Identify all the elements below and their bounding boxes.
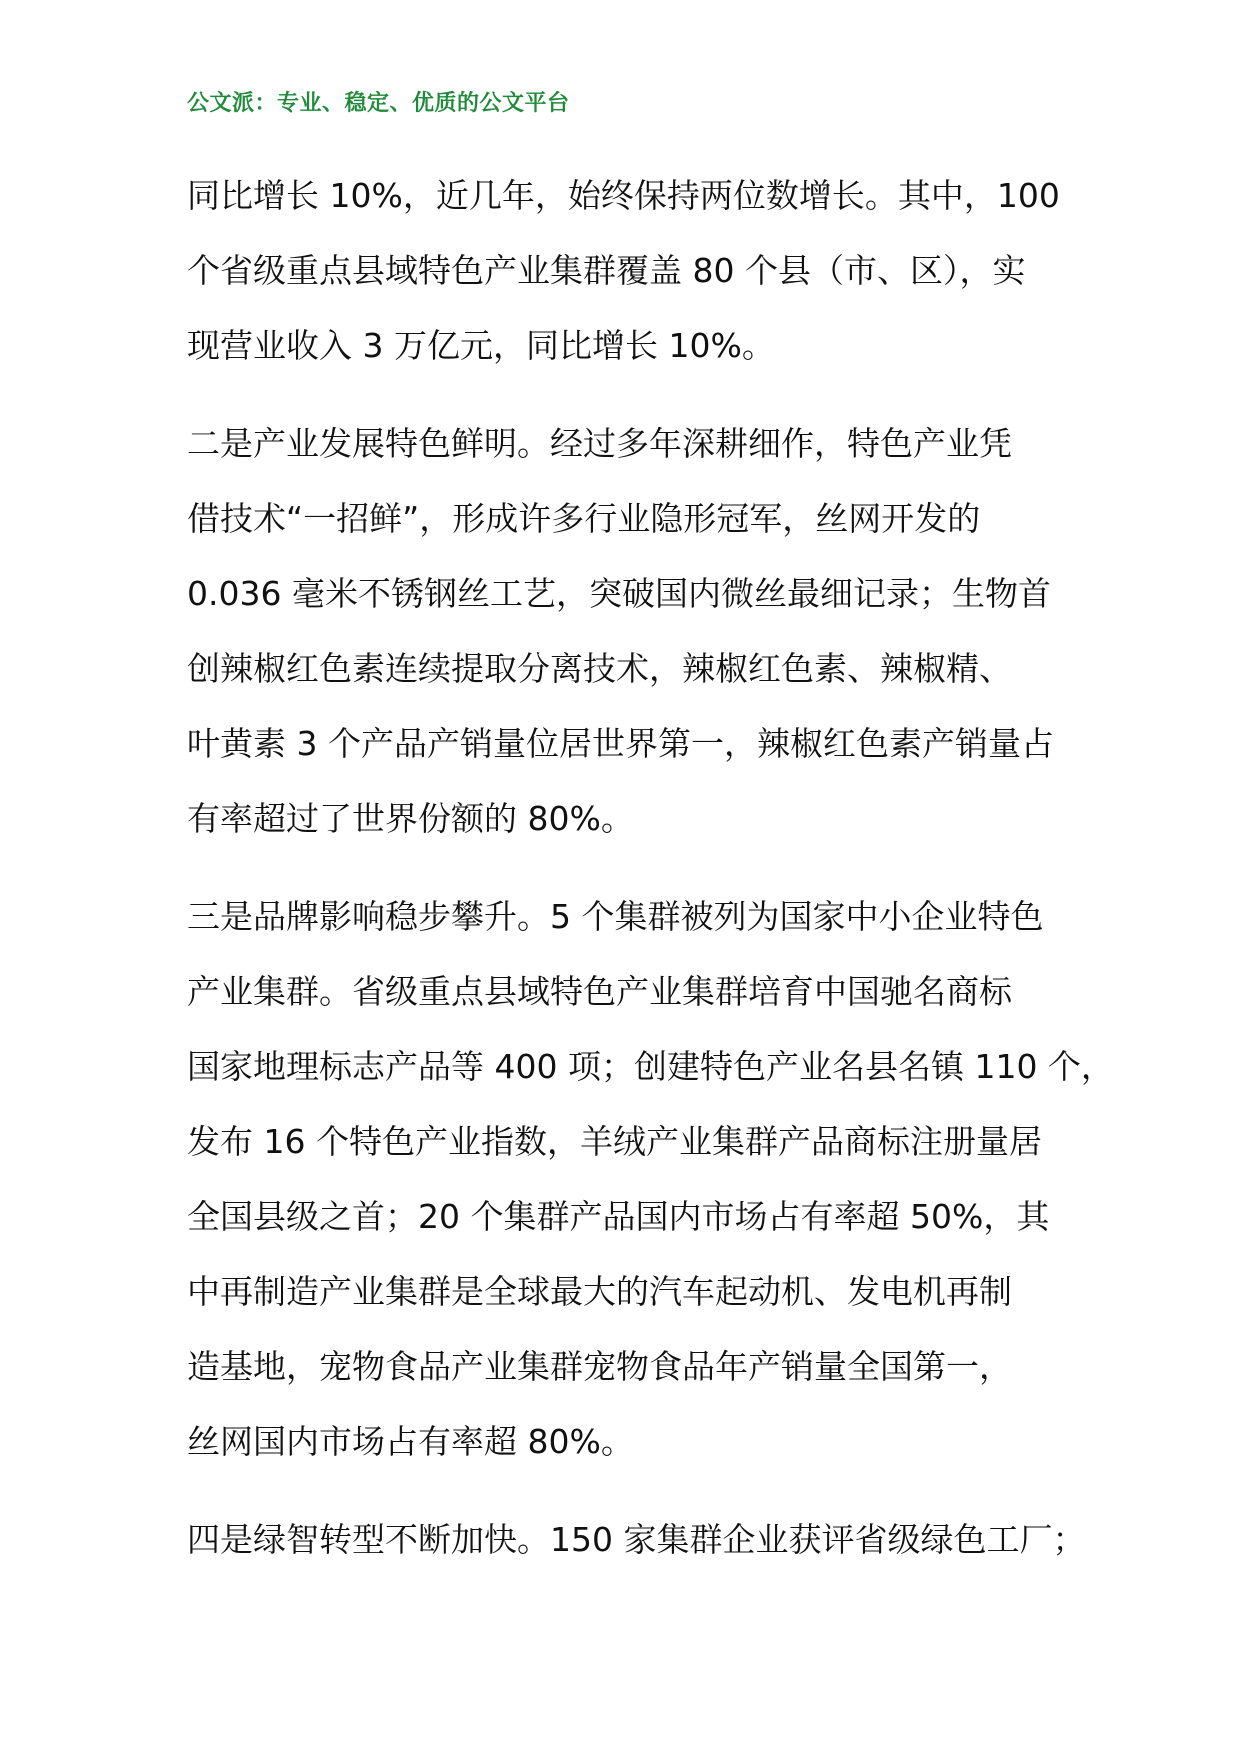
- text-line: 全国县级之首；20 个集群产品国内市场占有率超 50%，其: [187, 1197, 1050, 1236]
- text-line: 丝网国内市场占有率超 80%。: [187, 1422, 634, 1461]
- text-line: 有率超过了世界份额的 80%。: [187, 799, 634, 838]
- text-line: 创辣椒红色素连续提取分离技术，辣椒红色素、辣椒精、: [187, 649, 1012, 688]
- paragraph-4: [187, 1510, 1087, 1585]
- text-line: 0.036 毫米不锈钢丝工艺，突破国内微丝最细记录；生物首: [187, 574, 1051, 613]
- paragraph-1: [187, 166, 1087, 391]
- text-line: 二是产业发展特色鲜明。经过多年深耕细作，特色产业凭: [187, 424, 1012, 463]
- page-header: 公文派：专业、稳定、优质的公文平台: [187, 91, 570, 116]
- text-line: 借技术“一招鲜”，形成许多行业隐形冠军，丝网开发的: [187, 499, 981, 538]
- text-line: 中再制造产业集群是全球最大的汽车起动机、发电机再制: [187, 1272, 1012, 1311]
- text-line: 现营业收入 3 万亿元，同比增长 10%。: [187, 326, 775, 365]
- text-line: 造基地，宠物食品产业集群宠物食品年产销量全国第一，: [187, 1347, 1012, 1386]
- paragraph-3: [187, 887, 1114, 1487]
- paragraph-2: [187, 414, 1087, 864]
- text-line: 叶黄素 3 个产品产销量位居世界第一，辣椒红色素产销量占: [187, 724, 1054, 763]
- text-line: 个省级重点县域特色产业集群覆盖 80 个县（市、区），实: [187, 251, 1026, 290]
- text-line: 同比增长 10%，近几年，始终保持两位数增长。其中，100: [187, 176, 1060, 215]
- text-line: 发布 16 个特色产业指数，羊绒产业集群产品商标注册量居: [187, 1122, 1042, 1161]
- text-line: 国家地理标志产品等 400 项；创建特色产业名县名镇 110 个，: [187, 1047, 1114, 1086]
- text-line: 产业集群。省级重点县域特色产业集群培育中国驰名商标: [187, 972, 1012, 1011]
- text-line: 三是品牌影响稳步攀升。5 个集群被列为国家中小企业特色: [187, 897, 1044, 936]
- text-line: 四是绿智转型不断加快。150 家集群企业获评省级绿色工厂；: [187, 1520, 1086, 1559]
- document-body: [187, 166, 1114, 1608]
